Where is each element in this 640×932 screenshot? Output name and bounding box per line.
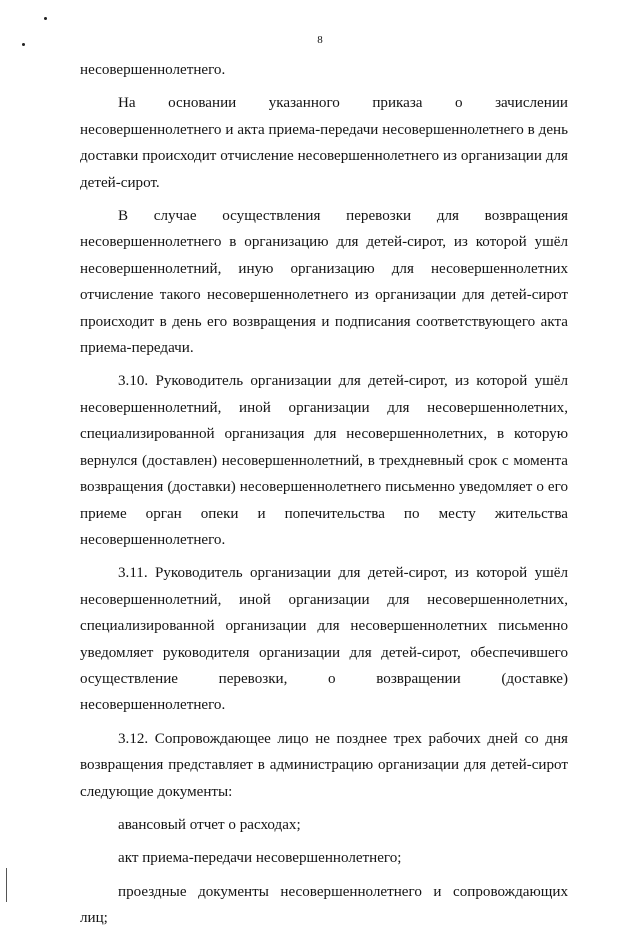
list-item: акт приема-передачи несовершеннолетнего; <box>118 850 402 867</box>
list-item: авансовый отчет о расходах; <box>118 816 301 833</box>
page-number: 8 <box>317 34 323 46</box>
document-body <box>80 57 568 932</box>
paragraph-3-10: 3.10. Руководитель организации для детей-сирот, из которой ушёл несовершеннолетний, иной организации для несовершеннолетних, специализированной организация для несовершеннолетних, в которую вернулся (доставлен) несовершеннолетний, в трехдневный срок с момента возвращения (доставки) несовершеннолетнего письменно уведомляет о его приеме орган опеки и попечительства по месту жительства несовершеннолетнего. <box>80 373 568 548</box>
scan-artifact-dot <box>44 17 47 20</box>
paragraph: В случае осуществления перевозки для возвращения несовершеннолетнего в организацию для детей-сирот, из которой ушёл несовершеннолетний, иную организацию для несовершеннолетних отчисление такого несовершеннолетнего из организации для детей-сирот происходит в день его возвращения и подписания соответствующего акта приема-передачи. <box>80 208 568 357</box>
paragraph-3-11: 3.11. Руководитель организации для детей-сирот, из которой ушёл несовершеннолетний, иной организации для несовершеннолетних, специализированной организации для несовершеннолетних письменно уведомляет руководителя организации для детей-сирот, обеспечившего осуществление перевозки, о возвращении (доставке) несовершеннолетнего. <box>80 565 568 714</box>
list-item: проездные документы несовершеннолетнего и сопровождающих лиц; <box>80 883 568 927</box>
scan-artifact-edge <box>6 868 7 902</box>
paragraph: На основании указанного приказа о зачислении несовершеннолетнего и акта приема-передачи несовершеннолетнего в день доставки происходит отчисление несовершеннолетнего из организации для детей-сирот. <box>80 95 568 191</box>
paragraph-continuation: несовершеннолетнего. <box>80 62 226 78</box>
paragraph-3-12: 3.12. Сопровождающее лицо не позднее трех рабочих дней со дня возвращения представляет в администрацию организации для детей-сирот следующие документы: <box>80 730 568 800</box>
